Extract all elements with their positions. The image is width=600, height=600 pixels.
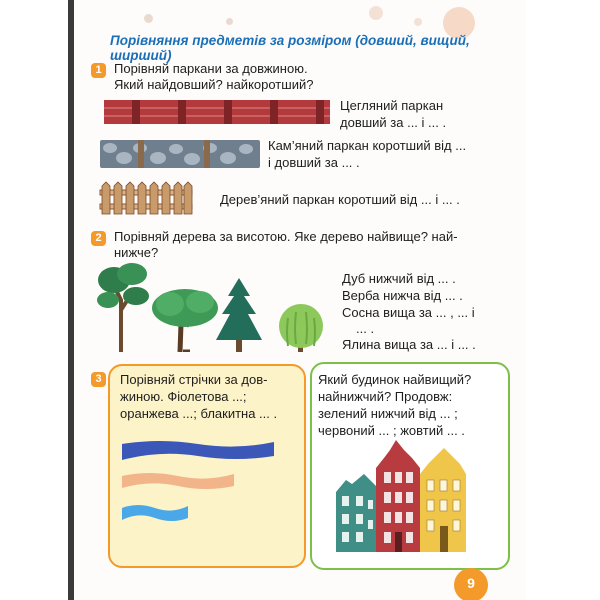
- decor-bubble: [414, 18, 422, 26]
- houses-text-line4: червоний ... ; жовтий ... .: [318, 423, 465, 438]
- houses-text-line1: Який будинок найвищий?: [318, 372, 472, 387]
- green-house: [336, 474, 376, 552]
- textbook-page: [74, 0, 526, 600]
- brick-fence-text-line2: довший за ... і ... .: [340, 115, 447, 130]
- task2-question-line2: нижче?: [114, 245, 159, 260]
- decor-bubble: [226, 18, 233, 25]
- task2-question-line1: Порівняй дерева за висотою. Яке дерево найвище? най-: [114, 229, 458, 244]
- decor-bubble: [144, 14, 153, 23]
- task1-question-line2: Який найдовший? найкоротший?: [114, 77, 314, 92]
- orange-ribbon: [120, 470, 236, 492]
- ribbons-text-line2: жиною. Фіолетова ...;: [120, 389, 247, 404]
- page-number: 9: [454, 568, 488, 600]
- willow-tree: [276, 302, 326, 352]
- wooden-fence-text: Дерев’яний паркан коротший від ... і ... .: [220, 192, 460, 207]
- task2-answer-pine: Сосна вища за ... , ... і: [342, 305, 475, 320]
- task-number-2: 2: [91, 231, 106, 246]
- stone-fence-text-line2: і довший за ... .: [268, 155, 360, 170]
- violet-ribbon: [120, 438, 276, 464]
- brick-fence-text-line1: Цегляний паркан: [340, 98, 444, 113]
- stone-fence-text-line1: Кам’яний паркан коротший від ...: [268, 138, 467, 153]
- stone-fence: [100, 140, 260, 168]
- task2-answer-willow: Верба нижча від ... .: [342, 288, 463, 303]
- brick-fence: [104, 100, 330, 124]
- wooden-fence: [98, 180, 194, 216]
- task1-question-line1: Порівняй паркани за довжиною.: [114, 61, 308, 76]
- red-house: [376, 440, 420, 552]
- task-number-1: 1: [91, 63, 106, 78]
- yellow-house: [420, 448, 466, 552]
- ribbons-text-line1: Порівняй стрічки за дов-: [120, 372, 268, 387]
- decor-bubble: [369, 6, 383, 20]
- task2-answer-pine-cont: ... .: [356, 321, 375, 336]
- task2-answer-fir: Ялина вища за ... і ... .: [342, 337, 476, 352]
- blue-ribbon: [120, 502, 190, 524]
- houses-text-line2: найнижчий? Продовж:: [318, 389, 453, 404]
- houses-illustration: [332, 440, 482, 552]
- tall-tree: [94, 260, 152, 352]
- fir-tree: [214, 278, 264, 352]
- oak-tree: [150, 286, 220, 352]
- task2-answer-oak: Дуб нижчий від ... .: [342, 271, 456, 286]
- task-number-3: 3: [91, 372, 106, 387]
- ribbons-text-line3: оранжева ...; блакитна ... .: [120, 406, 278, 421]
- page-title: Порівняння предметів за розміром (довший, вищий, ширший): [110, 33, 470, 63]
- houses-text-line3: зелений нижчий від ... ;: [318, 406, 458, 421]
